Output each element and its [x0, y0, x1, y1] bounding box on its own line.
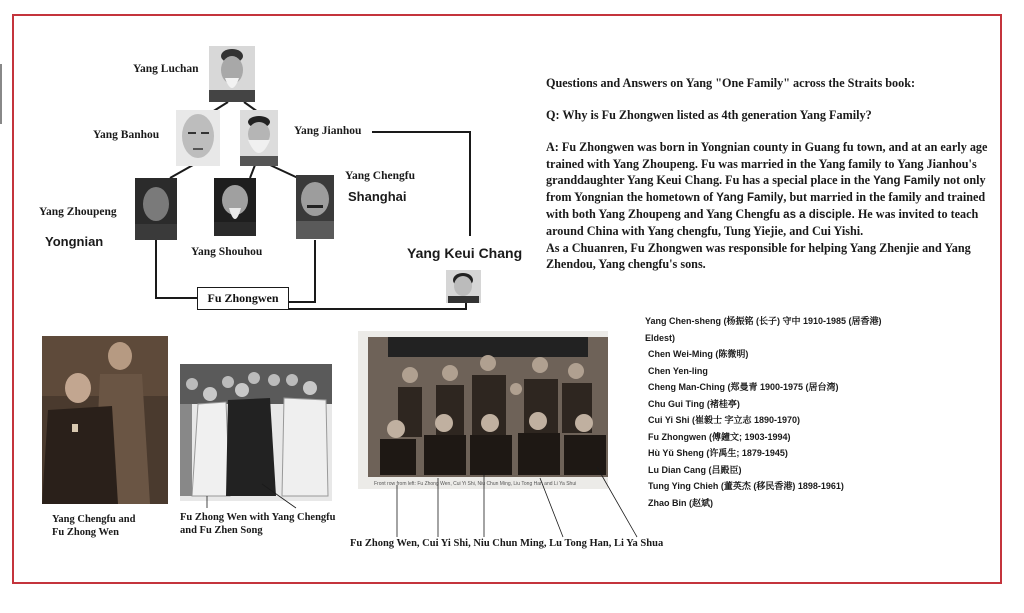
- list-item: Fu Zhongwen (傅鐘文; 1903-1994): [648, 431, 791, 442]
- portrait-yang-keui-chang: [446, 270, 481, 303]
- list-item: Yang Chen-sheng (杨振铭 (长子) 守中 1910-1985 (居香港): [645, 316, 882, 326]
- portrait-yang-luchan: [209, 46, 255, 102]
- label-yang-zhoupeng: Yang Zhoupeng: [39, 206, 117, 218]
- portrait-yang-shouhou: [214, 178, 256, 236]
- list-item: Zhao Bin (赵斌): [648, 497, 713, 508]
- label-yang-jianhou: Yang Jianhou: [294, 125, 362, 137]
- list-item: Chu Gui Ting (褚桂亭): [648, 398, 740, 409]
- label-yang-shouhou: Yang Shouhou: [191, 246, 263, 258]
- answer-text: not only from Yongnian the hometown of: [546, 172, 986, 205]
- student-list: [645, 314, 945, 512]
- answer-emphasis: Yang Family: [716, 192, 784, 205]
- photo-front-row-group: [358, 331, 608, 489]
- list-item: Chen Wei-Ming (陈微明): [648, 349, 749, 359]
- list-item: Lu Dian Cang (吕殿臣): [648, 464, 742, 475]
- list-item: Hù Yǔ Sheng (许禹生; 1879-1945): [648, 448, 788, 458]
- caption-line: and Fu Zhen Song: [180, 525, 263, 536]
- list-item: Eldest): [645, 332, 676, 343]
- caption-photo-1: [52, 513, 135, 539]
- label-yang-banhou: Yang Banhou: [93, 129, 160, 141]
- answer-emphasis: Yang Family: [873, 174, 941, 187]
- answer-text: A: Fu Zhongwen was born in Yongnian county in Guang fu town, and at an early age trained with Yang Zhoupeng. Fu was married in the Yang family to Yang Jianhou's granddaughter Yang Keui Chang. Fu has a special place in the: [546, 140, 988, 187]
- answer-text: He was invited to teach around China with Yang chengfu, Tung Yiejie, and Cui Yishi.: [546, 207, 979, 239]
- photo-yang-chengfu-fu-zhongwen: [42, 336, 168, 504]
- portrait-yang-banhou: [176, 110, 220, 166]
- answer-text: , but married in the family and trained with both Yang Zhoupeng and Yang Chengfu: [546, 190, 986, 222]
- list-item: Chen Yen-ling: [648, 365, 708, 376]
- photo-fu-zhongwen-group: [180, 364, 332, 501]
- label-fu-zhongwen: Fu Zhongwen: [197, 287, 289, 310]
- qa-heading: Questions and Answers on Yang "One Family" across the Straits book:: [546, 76, 916, 90]
- page-edge-mark: [0, 64, 2, 124]
- label-yang-luchan: Yang Luchan: [133, 63, 199, 75]
- portrait-yang-zhoupeng: [135, 178, 177, 240]
- list-item: Cui Yi Shi (崔毅士 字立志 1890-1970): [648, 415, 801, 425]
- qa-question: Q: Why is Fu Zhongwen listed as 4th generation Yang Family?: [546, 108, 872, 123]
- answer-emphasis: as a disciple.: [783, 209, 855, 222]
- portrait-yang-jianhou: [240, 110, 278, 166]
- qa-section: [546, 75, 996, 272]
- caption-line: Fu Zhong Wen with Yang Chengfu: [180, 512, 336, 523]
- caption-photo-2: [180, 511, 336, 537]
- place-shanghai: Shanghai: [348, 189, 407, 204]
- qa-answer: [546, 139, 996, 272]
- place-yongnian: Yongnian: [45, 234, 104, 249]
- label-yang-keui-chang: Yang Keui Chang: [407, 245, 523, 261]
- caption-line: Yang Chengfu and: [52, 514, 136, 525]
- list-item: Tung Ying Chieh (董英杰 (移民香港) 1898-1961): [648, 481, 844, 491]
- caption-line: Fu Zhong Wen: [52, 527, 119, 538]
- answer-text: As a Chuanren, Fu Zhongwen was responsible for helping Yang Zhenjie and Yang Zhendou, Yang chengfu's sons.: [546, 240, 971, 271]
- portrait-yang-chengfu: [296, 175, 334, 239]
- caption-photo-3: Fu Zhong Wen, Cui Yi Shi, Niu Chun Ming, Lu Tong Han, Li Ya Shua: [350, 538, 664, 549]
- list-item: Cheng Man-Ching (郑曼青 1900-1975 (居台湾): [648, 382, 839, 392]
- inner-photo-caption: Front row from left: Fu Zhong Wen, Cui Yi Shi, Niu Chun Ming, Liu Tong Han and Li Ya Shui: [374, 481, 577, 487]
- label-yang-chengfu: Yang Chengfu: [345, 170, 415, 182]
